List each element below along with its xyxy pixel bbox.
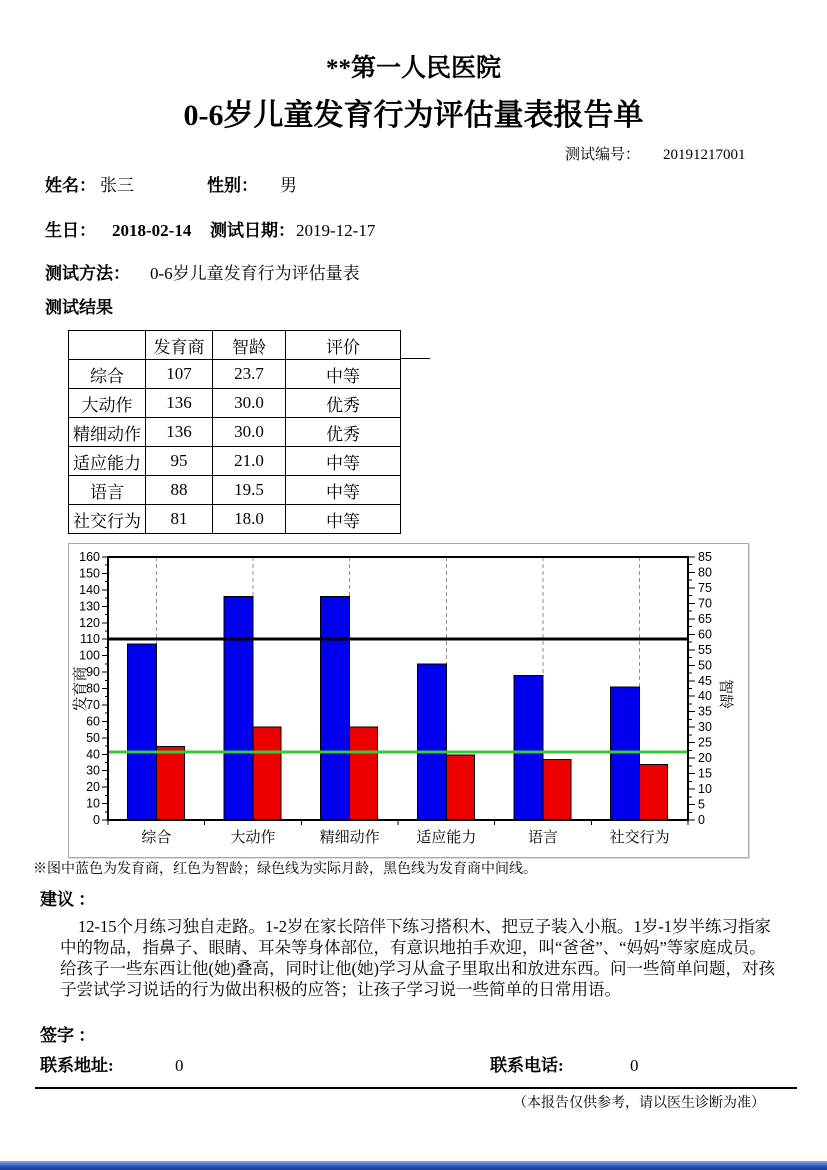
svg-text:80: 80 bbox=[698, 565, 712, 580]
table-cell: 适应能力 bbox=[69, 447, 146, 476]
test-number-value: 20191217001 bbox=[663, 147, 746, 163]
method-value: 0-6岁儿童发育行为评估量表 bbox=[150, 264, 360, 283]
svg-text:适应能力: 适应能力 bbox=[416, 830, 477, 846]
svg-text:20: 20 bbox=[698, 751, 712, 766]
svg-text:大动作: 大动作 bbox=[230, 830, 276, 846]
svg-text:140: 140 bbox=[79, 582, 100, 597]
table-cell: 30.0 bbox=[213, 418, 286, 447]
table-cell: 社交行为 bbox=[69, 505, 146, 534]
birth-value: 2018-02-14 bbox=[112, 221, 192, 240]
svg-text:0: 0 bbox=[93, 813, 100, 827]
test-number-label: 测试编号： bbox=[565, 147, 641, 163]
svg-text:40: 40 bbox=[698, 689, 712, 704]
hospital-title: **第一人民医院 bbox=[325, 55, 501, 82]
svg-text:85: 85 bbox=[698, 550, 712, 564]
footer-divider bbox=[35, 1087, 797, 1089]
svg-text:语言: 语言 bbox=[527, 830, 559, 846]
method-label: 测试方法： bbox=[45, 264, 130, 283]
table-cell: 优秀 bbox=[286, 389, 401, 418]
svg-text:55: 55 bbox=[698, 642, 712, 657]
table-cell: 大动作 bbox=[69, 389, 146, 418]
table-cell: 136 bbox=[146, 418, 213, 447]
table-cell: 18.0 bbox=[213, 505, 286, 534]
svg-text:70: 70 bbox=[86, 697, 100, 712]
col-dq: 发育商 bbox=[146, 331, 213, 360]
svg-text:50: 50 bbox=[698, 658, 712, 673]
svg-text:综合: 综合 bbox=[141, 830, 172, 846]
phone-value: 0 bbox=[630, 1056, 639, 1075]
table-row bbox=[69, 418, 401, 447]
table-cell: 30.0 bbox=[213, 389, 286, 418]
svg-text:60: 60 bbox=[86, 714, 100, 729]
table-row bbox=[69, 360, 401, 389]
svg-text:30: 30 bbox=[86, 763, 100, 778]
name-label: 姓名： bbox=[45, 176, 96, 195]
svg-text:10: 10 bbox=[86, 796, 100, 811]
svg-text:90: 90 bbox=[86, 665, 100, 680]
disclaimer: （本报告仅供参考，请以医生诊断为准） bbox=[513, 1096, 765, 1111]
table-header-row bbox=[69, 331, 401, 360]
table-cell: 19.5 bbox=[213, 476, 286, 505]
development-chart-panel bbox=[68, 543, 749, 858]
table-row bbox=[69, 389, 401, 418]
svg-text:75: 75 bbox=[698, 580, 712, 595]
table-row bbox=[69, 447, 401, 476]
svg-text:100: 100 bbox=[79, 648, 100, 663]
table-cell: 中等 bbox=[286, 360, 401, 389]
table-cell: 21.0 bbox=[213, 447, 286, 476]
signature-label: 签字 ： bbox=[40, 1026, 96, 1045]
col-ma: 智龄 bbox=[213, 331, 286, 360]
svg-text:5: 5 bbox=[698, 797, 705, 812]
table-cell: 综合 bbox=[69, 360, 146, 389]
table-cell: 精细动作 bbox=[69, 418, 146, 447]
test-date-value: 2019-12-17 bbox=[296, 221, 376, 240]
table-cell: 中等 bbox=[286, 476, 401, 505]
suggestion-text: 12-15个月练习独自走路。1-2岁在家长陪伴下练习搭积木、把豆子装入小瓶。1岁-1岁半练习指家中的物品，指鼻子、眼睛、耳朵等身体部位，有意识地拍手欢迎，叫“爸爸”、“妈妈”等家庭成员。给孩子一些东西让他(她)叠高，同时让他(她)学习从盒子里取出和放进东西。问一些简单问题，对孩子尝试学习说话的行为做出积极的应答；让孩子学习说一些简单的日常用语。 bbox=[60, 917, 775, 999]
table-cell: 23.7 bbox=[213, 360, 286, 389]
svg-text:0: 0 bbox=[698, 813, 705, 827]
svg-text:70: 70 bbox=[698, 596, 712, 611]
svg-text:30: 30 bbox=[698, 720, 712, 735]
svg-text:65: 65 bbox=[698, 611, 712, 626]
table-row bbox=[69, 476, 401, 505]
svg-text:50: 50 bbox=[86, 730, 100, 745]
col-rating: 评价 bbox=[286, 331, 401, 360]
svg-text:110: 110 bbox=[80, 632, 100, 647]
table-row bbox=[69, 505, 401, 534]
test-date-label: 测试日期： bbox=[210, 221, 295, 240]
window-bottom-edge bbox=[0, 1161, 827, 1170]
table-cell: 107 bbox=[146, 360, 213, 389]
svg-text:25: 25 bbox=[698, 735, 712, 750]
svg-text:社交行为: 社交行为 bbox=[609, 830, 670, 846]
gender-label: 性别： bbox=[207, 176, 258, 195]
suggestion-label: 建议 ： bbox=[40, 890, 96, 909]
svg-text:35: 35 bbox=[698, 704, 712, 719]
svg-text:智龄: 智龄 bbox=[717, 678, 733, 710]
chart-note: ※图中蓝色为发育商，红色为智龄；绿色线为实际月龄，黑色线为发育商中间线。 bbox=[33, 862, 537, 877]
svg-text:精细动作: 精细动作 bbox=[319, 830, 380, 846]
svg-text:60: 60 bbox=[698, 627, 712, 642]
svg-text:130: 130 bbox=[79, 599, 100, 614]
svg-text:120: 120 bbox=[79, 615, 100, 630]
development-chart bbox=[69, 544, 746, 855]
svg-text:发育商: 发育商 bbox=[73, 666, 89, 712]
address-label: 联系地址: bbox=[40, 1056, 114, 1075]
address-value: 0 bbox=[175, 1056, 184, 1075]
report-title: 0-6岁儿童发育行为评估量表报告单 bbox=[183, 99, 644, 132]
results-section-label: 测试结果 bbox=[45, 298, 113, 317]
phone-label: 联系电话: bbox=[490, 1056, 564, 1075]
svg-text:40: 40 bbox=[86, 747, 100, 762]
results-table bbox=[68, 330, 401, 534]
table-cell: 中等 bbox=[286, 505, 401, 534]
table-cell: 优秀 bbox=[286, 418, 401, 447]
svg-text:160: 160 bbox=[79, 550, 100, 564]
table-cell: 81 bbox=[146, 505, 213, 534]
table-cell: 88 bbox=[146, 476, 213, 505]
svg-text:150: 150 bbox=[79, 566, 100, 581]
svg-text:15: 15 bbox=[698, 766, 712, 781]
name-value: 张三 bbox=[100, 176, 134, 195]
header-underline-extension bbox=[400, 358, 430, 359]
svg-text:20: 20 bbox=[86, 780, 100, 795]
table-cell: 中等 bbox=[286, 447, 401, 476]
svg-text:80: 80 bbox=[86, 681, 100, 696]
gender-value: 男 bbox=[280, 176, 297, 195]
birth-label: 生日： bbox=[45, 221, 96, 240]
table-cell: 语言 bbox=[69, 476, 146, 505]
table-cell: 95 bbox=[146, 447, 213, 476]
svg-text:10: 10 bbox=[698, 782, 712, 797]
table-cell: 136 bbox=[146, 389, 213, 418]
col-item bbox=[69, 331, 146, 360]
svg-text:45: 45 bbox=[698, 673, 712, 688]
